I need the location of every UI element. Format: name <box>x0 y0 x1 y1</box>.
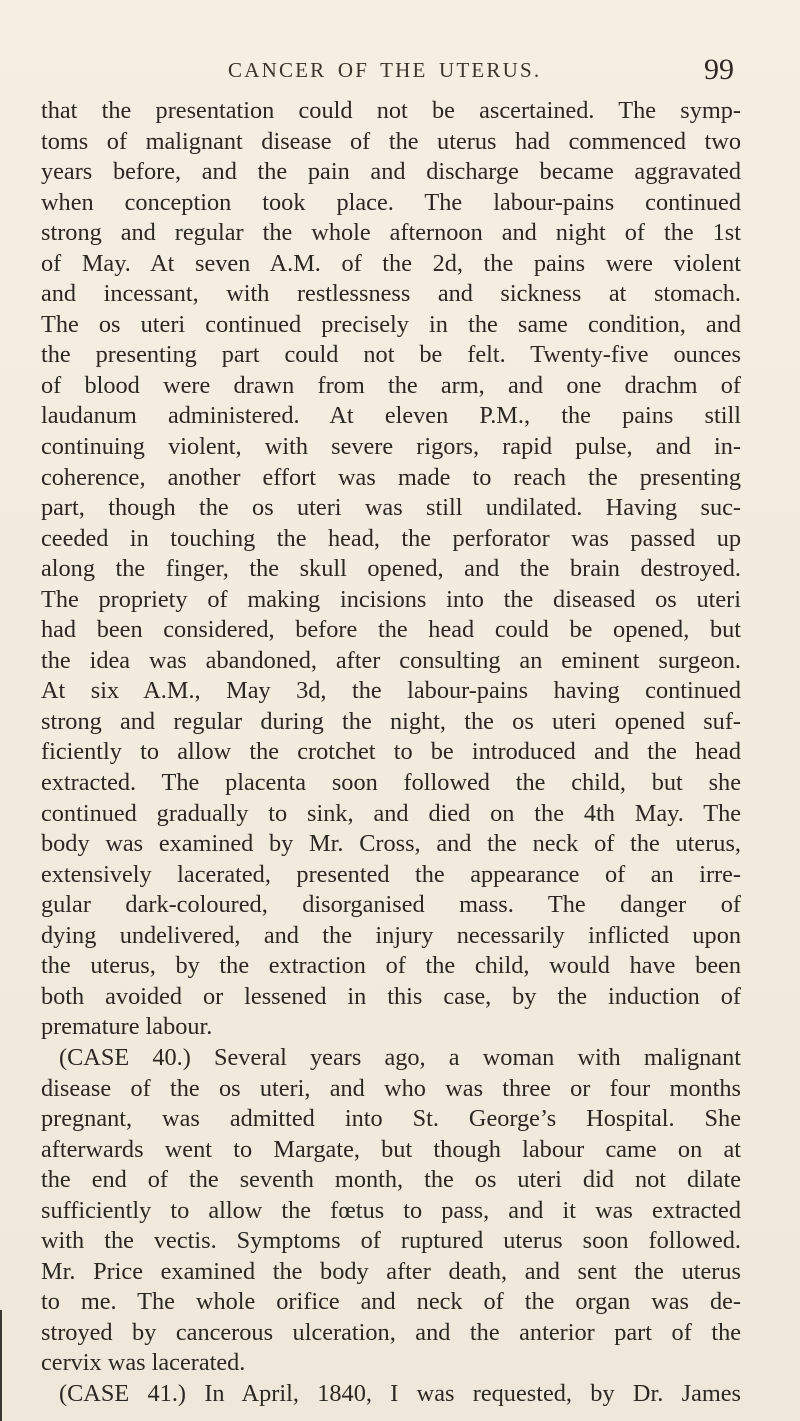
text-line: extensively lacerated, presented the appearance of an irre- <box>41 860 741 888</box>
text-line: afterwards went to Margate, but though labour came on at <box>41 1135 741 1163</box>
text-line: dying undelivered, and the injury necessarily inflicted upon <box>41 921 741 949</box>
text-line: coherence, another effort was made to reach the presenting <box>41 463 741 491</box>
text-line: sufficiently to allow the fœtus to pass, and it was extracted <box>41 1196 741 1224</box>
text-line: strong and regular the whole afternoon and night of the 1st <box>41 219 741 247</box>
text-line: continuing violent, with severe rigors, rapid pulse, and in- <box>41 433 741 461</box>
text-line: the presenting part could not be felt. Twenty-five ounces <box>41 341 741 369</box>
text-line: Mr. Price examined the body after death, and sent the uterus <box>41 1257 741 1285</box>
text-line: The propriety of making incisions into the diseased os uteri <box>41 585 741 613</box>
text-line: pregnant, was admitted into St. George’s Hospital. She <box>41 1105 741 1133</box>
text-line: ficiently to allow the crotchet to be introduced and the head <box>41 738 741 766</box>
text-line: ceeded in touching the head, the perforator was passed up <box>41 524 741 552</box>
text-line: the end of the seventh month, the os uteri did not dilate <box>41 1166 741 1194</box>
text-line: part, though the os uteri was still undilated. Having suc- <box>41 494 741 522</box>
running-head: CANCER OF THE UTERUS. <box>228 58 542 82</box>
text-line: The os uteri continued precisely in the same condition, and <box>41 310 741 338</box>
text-line: the uterus, by the extraction of the child, would have been <box>41 952 741 980</box>
text-line: At six A.M., May 3d, the labour-pains having continued <box>41 677 741 705</box>
text-line: extracted. The placenta soon followed the child, but she <box>41 769 741 797</box>
text-line: toms of malignant disease of the uterus had commenced two <box>41 127 741 155</box>
text-line: body was examined by Mr. Cross, and the neck of the uterus, <box>41 830 741 858</box>
paragraph-end-line: premature labour. <box>41 1013 213 1041</box>
page-edge-rule <box>0 1310 2 1421</box>
text-line: both avoided or lessened in this case, by the induction of <box>41 982 741 1010</box>
text-line: stroyed by cancerous ulceration, and the anterior part of the <box>41 1318 741 1346</box>
text-line: had been considered, before the head could be opened, but <box>41 616 741 644</box>
text-line: laudanum administered. At eleven P.M., the pains still <box>41 402 741 430</box>
text-line: that the presentation could not be ascertained. The symp- <box>41 97 741 124</box>
text-line: continued gradually to sink, and died on the 4th May. The <box>41 799 741 827</box>
page-header <box>0 53 800 92</box>
text-line: of May. At seven A.M. of the 2d, the pains were violent <box>41 249 741 277</box>
text-line: along the finger, the skull opened, and the brain destroyed. <box>41 555 741 583</box>
text-line: to me. The whole orifice and neck of the organ was de- <box>41 1288 741 1316</box>
page-number: 99 <box>704 53 734 86</box>
text-line: years before, and the pain and discharge became aggravated <box>41 158 741 186</box>
text-line: with the vectis. Symptoms of ruptured uterus soon followed. <box>41 1227 741 1255</box>
text-line: and incessant, with restlessness and sickness at stomach. <box>41 280 741 308</box>
text-line: strong and regular during the night, the os uteri opened suf- <box>41 707 741 735</box>
case-40-heading-line: (CASE 40.) Several years ago, a woman with malignant <box>59 1043 741 1071</box>
body-text <box>41 96 741 1410</box>
paragraph-end-line: cervix was lacerated. <box>41 1349 246 1377</box>
case-41-heading-line: (CASE 41.) In April, 1840, I was requested, by Dr. James <box>59 1379 741 1407</box>
text-line: gular dark-coloured, disorganised mass. The danger of <box>41 891 741 919</box>
text-line: when conception took place. The labour-pains continued <box>41 188 741 216</box>
text-line: disease of the os uteri, and who was three or four months <box>41 1074 741 1102</box>
text-line: the idea was abandoned, after consulting an eminent surgeon. <box>41 646 741 674</box>
text-line: of blood were drawn from the arm, and one drachm of <box>41 371 741 399</box>
